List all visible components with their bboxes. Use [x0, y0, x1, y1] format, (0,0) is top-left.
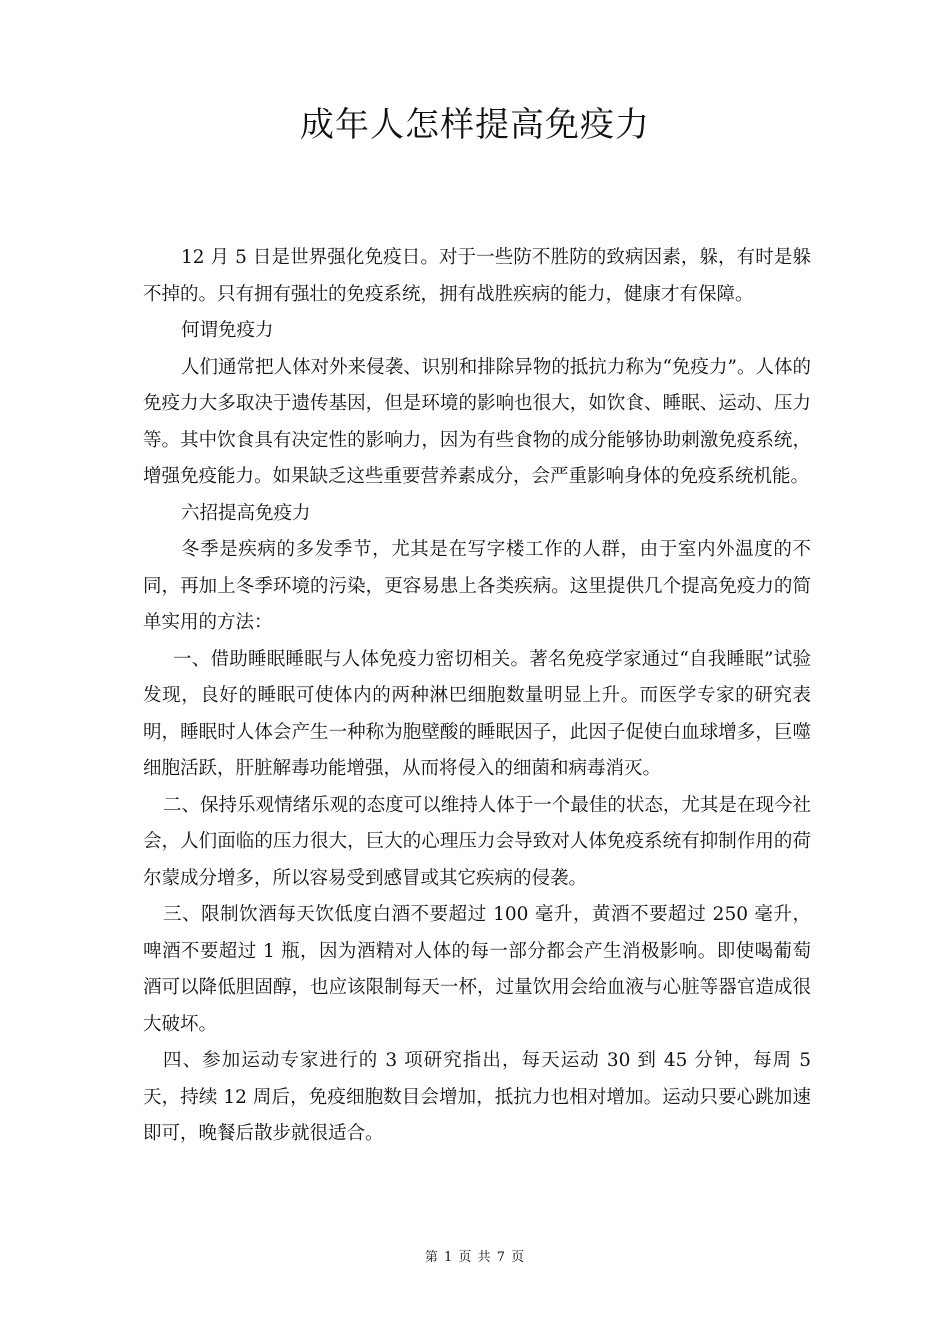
paragraph-definition: 人们通常把人体对外来侵袭、识别和排除异物的抵抗力称为“免疫力”。人体的免疫力大多取决于遗传基因，但是环境的影响也很大，如饮食、睡眠、运动、压力等。其中饮食具有决定性的影响力，因为有些食物的成分能够协助刺激免疫系统，增强免疫能力。如果缺乏这些重要营养素成分，会严重影响身体的免疫系统机能。 [143, 356, 811, 487]
section-heading-what-is-immunity: 何谓免疫力 [181, 320, 274, 341]
paragraph-intro: 12 月 5 日是世界强化免疫日。对于一些防不胜防的致病因素，躲，有时是躲不掉的。只有拥有强壮的免疫系统，拥有战胜疾病的能力，健康才有保障。 [143, 247, 811, 305]
section-heading-six-tips: 六招提高免疫力 [181, 502, 311, 524]
document-title: 成年人怎样提高免疫力 [300, 105, 650, 145]
list-item-optimism: 二、保持乐观情绪乐观的态度可以维持人体于一个最佳的状态，尤其是在现今社会，人们面临的压力很大，巨大的心理压力会导致对人体免疫系统有抑制作用的荷尔蒙成分增多，所以容易受到感冒或其它疾病的侵袭。 [143, 794, 811, 889]
list-item-exercise: 四、参加运动专家进行的 3 项研究指出，每天运动 30 到 45 分钟，每周 5 天，持续 12 周后，免疫细胞数目会增加，抵抗力也相对增加。运动只要心跳加速即可，晚餐后散步就很适合。 [143, 1050, 811, 1144]
document-body [143, 240, 811, 1153]
page-number-footer: 第 1 页 共 7 页 [424, 1250, 526, 1265]
list-item-alcohol: 三、限制饮酒每天饮低度白酒不要超过 100 毫升，黄酒不要超过 250 毫升，啤酒不要超过 1 瓶，因为酒精对人体的每一部分都会产生消极影响。即使喝葡萄酒可以降低胆固醇，也应该限制每天一杯，过量饮用会给血液与心脏等器官造成很大破坏。 [143, 904, 811, 1035]
paragraph-winter: 冬季是疾病的多发季节，尤其是在写字楼工作的人群，由于室内外温度的不同，再加上冬季环境的污染，更容易患上各类疾病。这里提供几个提高免疫力的简单实用的方法： [143, 539, 811, 633]
list-item-sleep: 一、借助睡眠睡眠与人体免疫力密切相关。著名免疫学家通过“自我睡眠”试验发现，良好的睡眠可使体内的两种淋巴细胞数量明显上升。而医学专家的研究表明，睡眠时人体会产生一种称为胞壁酸的睡眠因子，此因子促使白血球增多，巨噬细胞活跃，肝脏解毒功能增强，从而将侵入的细菌和病毒消灭。 [143, 648, 811, 779]
